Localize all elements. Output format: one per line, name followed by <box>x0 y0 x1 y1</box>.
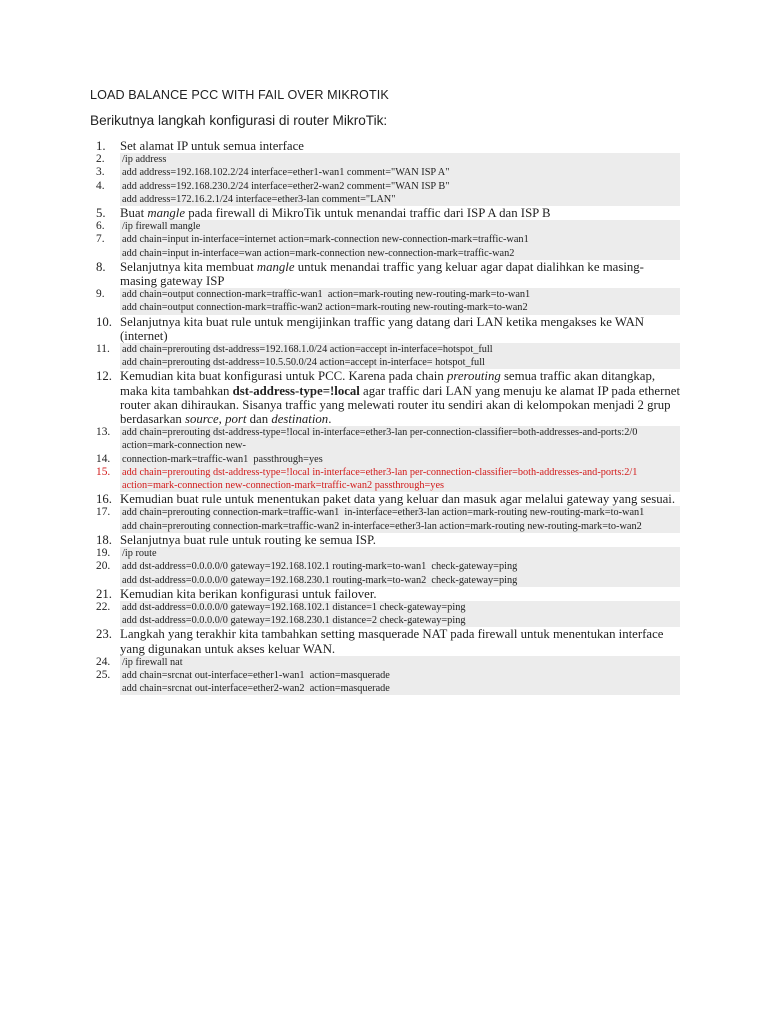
item-number: 18. <box>96 532 112 547</box>
text-fragment: . <box>328 412 332 427</box>
instruction-step <box>90 627 680 655</box>
code-text: add chain=srcnat out-interface=ether2-wan2 action=masquerade <box>120 682 680 695</box>
code-text: add chain=prerouting dst-address-type=!local in-interface=ether3-lan per-connection-classifier=both-addresses-and-ports:2/0 action=mark-connection new- <box>120 426 680 452</box>
item-number: 3. <box>96 166 105 179</box>
text-fragment: semua traffic akan ditangkap, maka kita tambahkan <box>120 369 656 398</box>
code-text: add chain=prerouting dst-address-type=!local in-interface=ether3-lan per-connection-classifier=both-addresses-and-ports:2/1 action=mark-connection new-connection-mark=traffic-wan2 passthrough=yes <box>120 466 680 492</box>
step-text <box>120 260 680 288</box>
code-line <box>90 153 680 166</box>
instruction-step <box>90 206 680 220</box>
item-number: 20. <box>96 560 111 573</box>
text-fragment: Selanjutnya kita membuat <box>120 259 257 274</box>
code-line <box>90 356 680 369</box>
step-text: Langkah yang terakhir kita tambahkan setting masquerade NAT pada firewall untuk menentukan interface yang digunakan untuk akses keluar WAN. <box>120 627 664 656</box>
item-number: 8. <box>96 259 106 274</box>
code-line <box>90 343 680 356</box>
item-number: 11. <box>96 343 110 356</box>
text-fragment: port <box>225 412 247 427</box>
item-number: 19. <box>96 547 111 560</box>
text-fragment: dan <box>246 412 272 427</box>
instruction-step <box>90 492 680 506</box>
step-text <box>120 587 680 601</box>
code-line <box>90 220 680 233</box>
code-text: add chain=prerouting dst-address=192.168.1.0/24 action=accept in-interface=hotspot_full <box>120 343 680 356</box>
item-number: 9. <box>96 288 105 301</box>
code-line <box>90 506 680 519</box>
item-number: 24. <box>96 655 111 668</box>
code-line <box>90 426 680 452</box>
code-line <box>90 233 680 246</box>
text-fragment: dst-address-type=!local <box>232 383 360 398</box>
step-text: Set alamat IP untuk semua interface <box>120 139 304 153</box>
code-text: add address=192.168.230.2/24 interface=ether2-wan2 comment="WAN ISP B" <box>120 180 680 193</box>
item-number: 13. <box>96 426 111 439</box>
code-line <box>90 166 680 179</box>
text-fragment: prerouting <box>446 369 501 384</box>
item-number: 6. <box>96 220 105 233</box>
text-fragment: mangle <box>147 206 186 221</box>
code-text: add address=192.168.102.2/24 interface=ether1-wan1 comment="WAN ISP A" <box>120 166 680 179</box>
text-fragment: failover <box>334 586 374 601</box>
instruction-step <box>90 533 680 547</box>
text-fragment: source <box>185 412 219 427</box>
code-line <box>90 453 680 466</box>
code-text: add chain=srcnat out-interface=ether1-wan1 action=masquerade <box>120 669 680 682</box>
step-text <box>120 206 680 220</box>
code-text: add dst-address=0.0.0.0/0 gateway=192.168.230.1 distance=2 check-gateway=ping <box>120 614 680 627</box>
code-text: add chain=prerouting connection-mark=traffic-wan1 in-interface=ether3-lan action=mark-routing new-routing-mark=to-wan1 <box>120 506 680 519</box>
item-number: 10. <box>96 314 112 329</box>
code-text: add dst-address=0.0.0.0/0 gateway=192.168.102.1 distance=1 check-gateway=ping <box>120 601 680 614</box>
step-text <box>120 369 680 426</box>
code-line <box>90 614 680 627</box>
step-text: Selanjutnya buat rule untuk routing ke semua ISP. <box>120 532 376 547</box>
code-text: add chain=input in-interface=internet action=mark-connection new-connection-mark=traffic-wan1 <box>120 233 680 246</box>
code-text: add chain=prerouting connection-mark=traffic-wan2 in-interface=ether3-lan action=mark-routing new-routing-mark=to-wan2 <box>120 520 680 533</box>
item-number: 2. <box>96 153 105 166</box>
code-text: add chain=output connection-mark=traffic-wan2 action=mark-routing new-routing-mark=to-wan2 <box>120 301 680 314</box>
instruction-list <box>90 139 680 695</box>
item-number: 7. <box>96 233 105 246</box>
code-line <box>90 601 680 614</box>
code-text: add chain=prerouting dst-address=10.5.50.0/24 action=accept in-interface= hotspot_full <box>120 356 680 369</box>
item-number: 14. <box>96 452 111 465</box>
code-line <box>90 560 680 573</box>
instruction-step <box>90 139 680 153</box>
instruction-step <box>90 369 680 426</box>
item-number: 22. <box>96 600 111 613</box>
code-text: add dst-address=0.0.0.0/0 gateway=192.168.230.1 routing-mark=to-wan2 check-gateway=ping <box>120 574 680 587</box>
instruction-step <box>90 315 680 343</box>
code-text: /ip firewall nat <box>120 656 680 669</box>
text-fragment: pada firewall di MikroTik untuk menandai traffic dari ISP A dan ISP B <box>185 206 551 221</box>
text-fragment: Kemudian kita buat konfigurasi untuk PCC. Karena pada chain <box>120 369 447 384</box>
code-text: /ip route <box>120 547 680 560</box>
code-text: /ip firewall mangle <box>120 220 680 233</box>
code-line <box>90 247 680 260</box>
instruction-step <box>90 587 680 601</box>
code-line <box>90 193 680 206</box>
instruction-step <box>90 260 680 288</box>
code-line <box>90 547 680 560</box>
text-fragment: Buat <box>120 206 148 221</box>
item-number: 16. <box>96 492 112 507</box>
code-text: add address=172.16.2.1/24 interface=ether3-lan comment="LAN" <box>120 193 680 206</box>
code-line <box>90 520 680 533</box>
text-fragment: . <box>373 586 377 601</box>
code-line <box>90 288 680 301</box>
item-number: 12. <box>96 369 112 384</box>
text-fragment: Kemudian kita berikan konfigurasi untuk <box>120 586 335 601</box>
code-text: add chain=input in-interface=wan action=mark-connection new-connection-mark=traffic-wan2 <box>120 247 680 260</box>
item-number: 21. <box>96 586 112 601</box>
item-number: 1. <box>96 139 106 153</box>
code-line <box>90 669 680 682</box>
item-number: 5. <box>96 206 106 221</box>
item-number: 15. <box>96 465 111 478</box>
code-line <box>90 180 680 193</box>
step-text: Kemudian buat rule untuk menentukan paket data yang keluar dan masuk agar melalui gateway yang sesuai. <box>120 492 676 507</box>
code-text: add chain=output connection-mark=traffic-wan1 action=mark-routing new-routing-mark=to-wan1 <box>120 288 680 301</box>
text-fragment: destination <box>271 412 329 427</box>
item-number: 25. <box>96 668 111 681</box>
item-number: 17. <box>96 506 111 519</box>
item-number: 23. <box>96 627 112 642</box>
code-text: add dst-address=0.0.0.0/0 gateway=192.168.102.1 routing-mark=to-wan1 check-gateway=ping <box>120 560 680 573</box>
document-subtitle: Berikutnya langkah konfigurasi di router MikroTik: <box>90 113 388 128</box>
text-fragment: mangle <box>256 259 295 274</box>
document-title: LOAD BALANCE PCC WITH FAIL OVER MIKROTIK <box>90 88 389 102</box>
code-text: connection-mark=traffic-wan1 passthrough=yes <box>120 453 680 466</box>
text-fragment: untuk menandai traffic yang keluar agar dapat dialihkan ke masing-masing gateway ISP <box>120 259 644 289</box>
item-number: 4. <box>96 179 105 192</box>
code-line <box>90 574 680 587</box>
text-fragment: , <box>218 412 226 427</box>
text-fragment: agar traffic dari LAN yang menuju ke alamat IP pada ethernet router akan dihiraukan. Sisanya traffic yang melewati router itu sendiri akan di kelompokan menjadi 2 grup berdasarkan <box>120 383 680 427</box>
code-line <box>90 656 680 669</box>
code-line <box>90 466 680 492</box>
code-line <box>90 301 680 314</box>
step-text: Selanjutnya kita buat rule untuk mengijinkan traffic yang datang dari LAN ketika mengakses ke WAN (internet) <box>120 314 645 343</box>
code-line <box>90 682 680 695</box>
code-text: /ip address <box>120 153 680 166</box>
